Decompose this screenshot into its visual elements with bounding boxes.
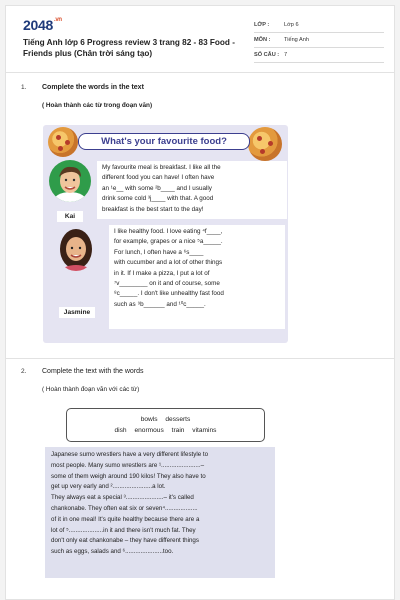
text-line: breakfast is the best start to the day! <box>102 205 204 213</box>
meta-row-count <box>254 48 384 63</box>
word-bank <box>66 408 265 442</box>
document-title: Tiếng Anh lớp 6 Progress review 3 trang 82 - 83 Food - Friends plus (Chân trời sáng tạo) <box>23 38 235 58</box>
text-line: I like healthy food. I love eating ⁴f____, <box>114 228 223 235</box>
worksheet-page <box>5 5 395 600</box>
text-line: For lunch, I often have a ⁶s____ <box>114 248 204 256</box>
text-line: They always eat a special ³......................– it's called <box>51 494 194 502</box>
text-line: some of them weigh around 190 kilos! They also have to <box>51 472 206 480</box>
meta-label: LỚP : <box>254 22 270 28</box>
question-number: 2. <box>21 368 27 375</box>
kai-avatar <box>49 160 91 202</box>
word-bank-word: train <box>171 427 185 434</box>
text-line: most people. Many sumo wrestlers are ¹.......................– <box>51 461 205 469</box>
text-line: ⁷v________ on it and of course, some <box>114 280 220 288</box>
word-bank-word: desserts <box>165 416 191 423</box>
jasmine-text <box>109 225 285 329</box>
meta-value: 7 <box>284 52 288 58</box>
text-line: ⁸c_____. I don't like unhealthy fast food <box>114 290 224 298</box>
text-line: Japanese sumo wrestlers have a very different lifestyle to <box>51 451 209 458</box>
section-divider <box>6 358 394 359</box>
exercise2-passage <box>45 447 275 578</box>
word-bank-word: dish <box>114 427 127 434</box>
meta-value: Tiếng Anh <box>284 37 309 43</box>
pizza-icon <box>248 127 282 161</box>
meta-table <box>254 18 384 63</box>
site-logo[interactable] <box>23 17 62 33</box>
text-line: drink some cold ³j____ with that. A good <box>102 195 214 203</box>
meta-value: Lớp 6 <box>284 22 299 28</box>
jasmine-name-tag: Jasmine <box>59 307 95 318</box>
kai-text <box>97 161 287 219</box>
text-line: get up very early and ².......................a lot. <box>51 483 166 491</box>
text-line: such as ⁹b______ and ¹⁰c_____. <box>114 300 206 308</box>
jasmine-avatar <box>56 227 96 271</box>
header-divider <box>6 72 394 73</box>
question-subtitle: ( Hoàn thành các từ trong đoạn văn) <box>42 102 153 109</box>
text-line: with cucumber and a lot of other things <box>114 259 223 267</box>
text-line: chankonabe. They often eat six or seven⁴................... <box>51 504 198 512</box>
exercise1-banner: What's your favourite food? <box>78 133 250 150</box>
question-subtitle: ( Hoàn thành đoạn văn với các từ) <box>42 386 140 393</box>
text-line: of it in one meal! It's quite healthy because there are a <box>51 515 200 523</box>
text-line: for example, grapes or a nice ⁵a_____. <box>114 238 223 246</box>
meta-label: SỐ CÂU : <box>254 52 280 58</box>
word-bank-row <box>67 425 264 436</box>
word-bank-word: enormous <box>134 427 164 434</box>
word-bank-word: bowls <box>140 416 158 423</box>
word-bank-word: vitamins <box>192 427 217 434</box>
meta-row-subject <box>254 33 384 48</box>
text-line: in it. If I make a pizza, I put a lot of <box>114 269 210 277</box>
text-line: different food you can have! I often have <box>102 174 215 182</box>
text-line: lot of ⁵....................in it and there isn't much fat. They <box>51 526 196 534</box>
logo-text: 2048 <box>23 17 53 33</box>
meta-label: MÔN : <box>254 37 271 43</box>
question-title: Complete the text with the words <box>42 368 144 375</box>
text-line: don't only eat chankonabe – they have different things <box>51 537 199 545</box>
kai-name-tag: Kai <box>57 211 83 222</box>
text-line: such as eggs, salads and ⁶......................too. <box>51 548 174 556</box>
text-line: an ¹e__ with some ²b____ and I usually <box>102 184 212 192</box>
question-title: Complete the words in the text <box>42 84 144 91</box>
pizza-icon <box>48 127 78 157</box>
word-bank-row <box>67 414 264 425</box>
meta-row-grade <box>254 18 384 33</box>
question-number: 1. <box>21 84 27 91</box>
text-line: My favourite meal is breakfast. I like all the <box>102 164 221 171</box>
exercise1-illustration <box>43 125 288 343</box>
logo-suffix: .vn <box>53 17 62 23</box>
